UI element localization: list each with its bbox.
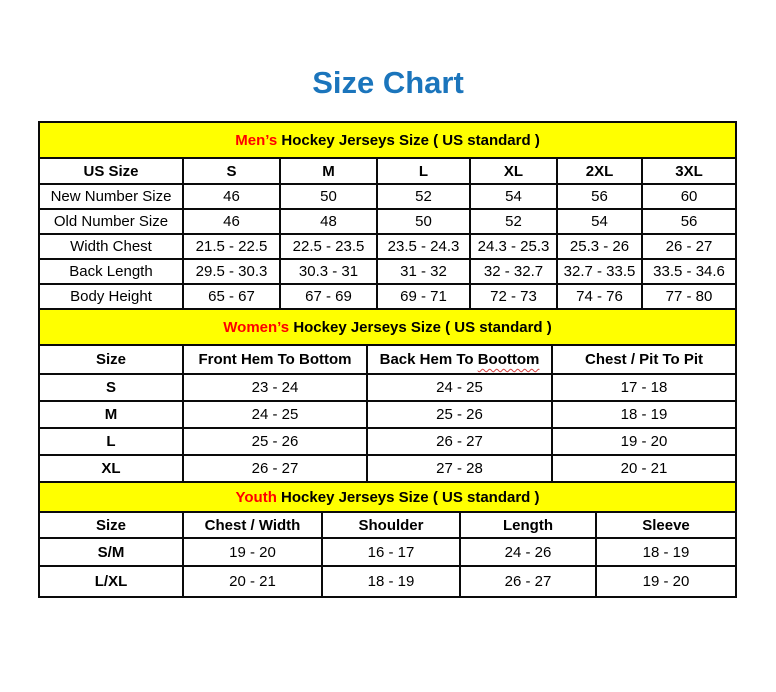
youth-section-band [39, 482, 736, 512]
cell-value: 25 - 26 [367, 401, 552, 428]
page-title: Size Chart [312, 65, 464, 100]
mens-band-text: Hockey Jerseys Size ( US standard ) [281, 131, 540, 149]
cell-value: 48 [280, 209, 377, 234]
row-label: M [39, 401, 183, 428]
column-header: M [280, 158, 377, 184]
cell-value: 26 - 27 [183, 455, 367, 482]
cell-value: 21.5 - 22.5 [183, 234, 280, 259]
cell-value: 77 - 80 [642, 284, 736, 309]
cell-value: 46 [183, 209, 280, 234]
cell-value: 56 [642, 209, 736, 234]
column-header: Front Hem To Bottom [183, 345, 367, 374]
table-row [39, 374, 736, 401]
womens-header-row [39, 345, 736, 374]
cell-value: 26 - 27 [460, 566, 596, 597]
cell-value: 18 - 19 [322, 566, 460, 597]
womens-band-text: Hockey Jerseys Size ( US standard ) [293, 318, 552, 336]
cell-value: 18 - 19 [596, 538, 736, 566]
table-row [39, 234, 736, 259]
womens-highlight-word: Women’s [223, 318, 290, 336]
cell-value: 30.3 - 31 [280, 259, 377, 284]
mens-highlight-word: Men’s [235, 131, 278, 149]
cell-value: 20 - 21 [552, 455, 736, 482]
cell-value: 32 - 32.7 [470, 259, 557, 284]
cell-value: 65 - 67 [183, 284, 280, 309]
column-header: XL [470, 158, 557, 184]
column-header: S [183, 158, 280, 184]
mens-section-title [39, 122, 736, 158]
tables-container [0, 121, 776, 598]
column-header: Size [39, 512, 183, 538]
womens-section-band [39, 309, 736, 345]
cell-value: 23 - 24 [183, 374, 367, 401]
cell-value: 27 - 28 [367, 455, 552, 482]
cell-value: 18 - 19 [552, 401, 736, 428]
cell-value: 25 - 26 [183, 428, 367, 455]
table-row [39, 259, 736, 284]
cell-value: 23.5 - 24.3 [377, 234, 470, 259]
cell-value: 29.5 - 30.3 [183, 259, 280, 284]
cell-value: 54 [470, 184, 557, 209]
womens-size-table [38, 308, 737, 483]
column-header: Size [39, 345, 183, 374]
column-header: Shoulder [322, 512, 460, 538]
womens-section-title [39, 309, 736, 345]
youth-size-table [38, 481, 737, 598]
table-row [39, 538, 736, 566]
cell-value: 24.3 - 25.3 [470, 234, 557, 259]
cell-value: 50 [280, 184, 377, 209]
cell-value: 20 - 21 [183, 566, 322, 597]
table-row [39, 284, 736, 309]
cell-value: 19 - 20 [596, 566, 736, 597]
row-label: New Number Size [39, 184, 183, 209]
cell-value: 52 [470, 209, 557, 234]
row-label: XL [39, 455, 183, 482]
column-header: L [377, 158, 470, 184]
youth-band-text: Hockey Jerseys Size ( US standard ) [281, 488, 540, 506]
cell-value: 26 - 27 [642, 234, 736, 259]
mens-size-table [38, 121, 737, 310]
row-label: S [39, 374, 183, 401]
table-row [39, 184, 736, 209]
column-header-with-typo [367, 345, 552, 374]
cell-value: 22.5 - 23.5 [280, 234, 377, 259]
row-label: L [39, 428, 183, 455]
cell-value: 19 - 20 [183, 538, 322, 566]
table-row [39, 209, 736, 234]
table-row [39, 455, 736, 482]
cell-value: 72 - 73 [470, 284, 557, 309]
cell-value: 24 - 25 [183, 401, 367, 428]
header-text: Back Hem To [379, 351, 474, 368]
cell-value: 33.5 - 34.6 [642, 259, 736, 284]
column-header: Length [460, 512, 596, 538]
row-label: Old Number Size [39, 209, 183, 234]
youth-header-row [39, 512, 736, 538]
column-header: Chest / Width [183, 512, 322, 538]
youth-section-title [39, 482, 736, 512]
table-row [39, 401, 736, 428]
cell-value: 50 [377, 209, 470, 234]
youth-highlight-word: Youth [235, 488, 277, 506]
cell-value: 19 - 20 [552, 428, 736, 455]
mens-header-row [39, 158, 736, 184]
row-label: S/M [39, 538, 183, 566]
cell-value: 32.7 - 33.5 [557, 259, 642, 284]
column-header: 3XL [642, 158, 736, 184]
cell-value: 17 - 18 [552, 374, 736, 401]
table-row [39, 428, 736, 455]
cell-value: 67 - 69 [280, 284, 377, 309]
cell-value: 24 - 25 [367, 374, 552, 401]
cell-value: 52 [377, 184, 470, 209]
column-header: US Size [39, 158, 183, 184]
cell-value: 31 - 32 [377, 259, 470, 284]
row-label: Body Height [39, 284, 183, 309]
cell-value: 24 - 26 [460, 538, 596, 566]
cell-value: 60 [642, 184, 736, 209]
row-label: Back Length [39, 259, 183, 284]
misspelled-word: Boottom [477, 351, 540, 368]
cell-value: 26 - 27 [367, 428, 552, 455]
cell-value: 16 - 17 [322, 538, 460, 566]
row-label: L/XL [39, 566, 183, 597]
table-row [39, 566, 736, 597]
column-header: Chest / Pit To Pit [552, 345, 736, 374]
row-label: Width Chest [39, 234, 183, 259]
column-header: 2XL [557, 158, 642, 184]
cell-value: 46 [183, 184, 280, 209]
cell-value: 25.3 - 26 [557, 234, 642, 259]
cell-value: 54 [557, 209, 642, 234]
mens-section-band [39, 122, 736, 158]
cell-value: 56 [557, 184, 642, 209]
cell-value: 69 - 71 [377, 284, 470, 309]
cell-value: 74 - 76 [557, 284, 642, 309]
column-header: Sleeve [596, 512, 736, 538]
